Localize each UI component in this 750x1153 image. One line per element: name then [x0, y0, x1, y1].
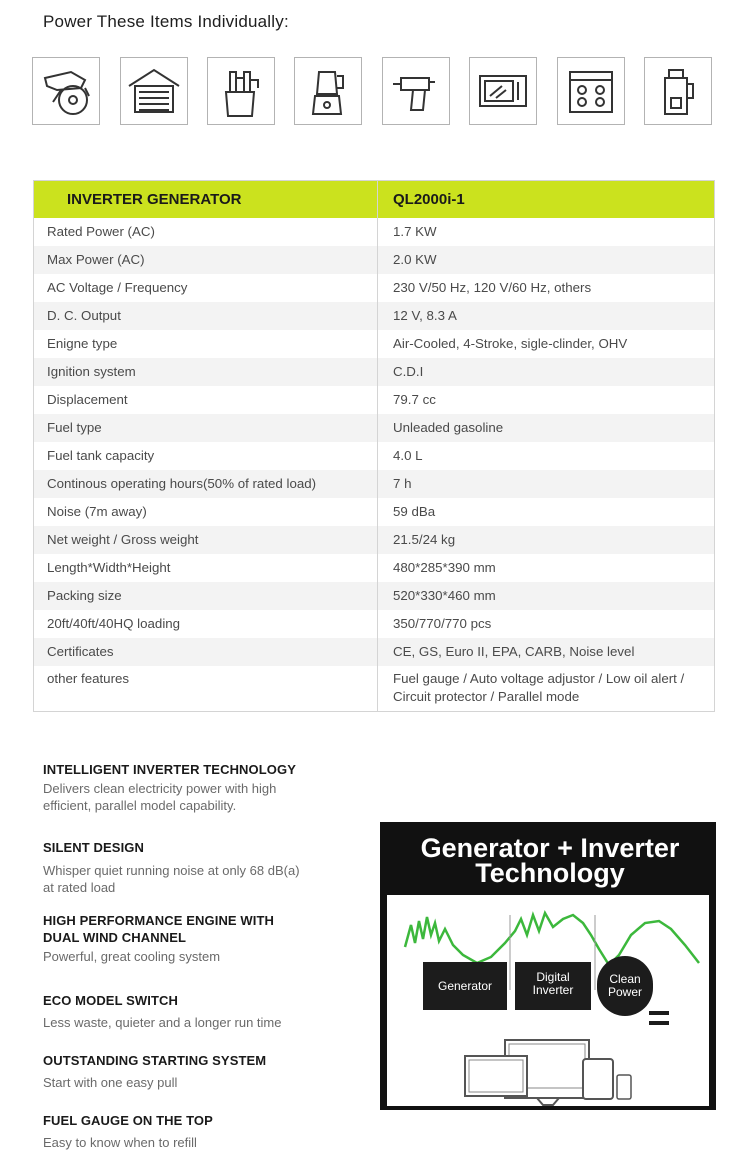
table-row: [34, 470, 715, 498]
feature-description: Whisper quiet running noise at only 68 dB(a) at rated load: [43, 863, 300, 895]
table-row: [34, 582, 715, 610]
spec-value: 79.7 cc: [378, 386, 715, 414]
spec-label: Fuel type: [34, 414, 378, 442]
generator-block: Generator: [423, 962, 507, 1010]
table-row: [34, 218, 715, 246]
spec-value: 350/770/770 pcs: [378, 610, 715, 638]
inverter-block: Digital Inverter: [515, 962, 591, 1010]
table-row: [34, 414, 715, 442]
table-row: [34, 526, 715, 554]
feature-description: Powerful, great cooling system: [43, 949, 221, 964]
spec-label: Max Power (AC): [34, 246, 378, 274]
feature-title: ECO MODEL SWITCH: [43, 993, 178, 1008]
table-row: [34, 610, 715, 638]
spec-value: 21.5/24 kg: [378, 526, 715, 554]
spec-value: 2.0 KW: [378, 246, 715, 274]
banner-title: Generator + Inverter Technology: [420, 833, 680, 888]
spec-header-model: QL2000i-1: [393, 190, 465, 208]
feature-block: [43, 912, 363, 965]
table-row: [34, 274, 715, 302]
feature-block: [43, 1112, 363, 1151]
plug-icon: Clean Power: [597, 956, 653, 1016]
spec-label: Rated Power (AC): [34, 218, 378, 246]
spec-label: Continous operating hours(50% of rated load): [34, 470, 378, 498]
feature-title: OUTSTANDING STARTING SYSTEM: [43, 1053, 267, 1068]
feature-block: [43, 1052, 363, 1091]
feature-description: Less waste, quieter and a longer run time: [43, 1015, 282, 1030]
feature-description: Start with one easy pull: [43, 1075, 178, 1090]
coffee-maker-icon: [644, 57, 712, 125]
table-row: [34, 554, 715, 582]
feature-title: HIGH PERFORMANCE ENGINE WITH DUAL WIND CHANNEL: [43, 913, 275, 945]
banner-diagram: [387, 895, 709, 1106]
spec-label: 20ft/40ft/40HQ loading: [34, 610, 378, 638]
spec-value: Unleaded gasoline: [378, 414, 715, 442]
spec-value-line: Circuit protector / Parallel mode: [393, 689, 580, 705]
spec-value: 4.0 L: [378, 442, 715, 470]
spec-value: 12 V, 8.3 A: [378, 302, 715, 330]
spec-table-header: [34, 181, 715, 218]
feature-block: [43, 761, 363, 814]
spec-header-label: INVERTER GENERATOR: [34, 181, 378, 218]
table-row: [34, 638, 715, 666]
feature-block: [43, 992, 363, 1031]
spec-value: 59 dBa: [378, 498, 715, 526]
spec-label: Ignition system: [34, 358, 378, 386]
table-row: [34, 330, 715, 358]
spec-value: 7 h: [378, 470, 715, 498]
spec-label: AC Voltage / Frequency: [34, 274, 378, 302]
feature-title: FUEL GAUGE ON THE TOP: [43, 1113, 213, 1128]
spec-label: Noise (7m away): [34, 498, 378, 526]
feature-title: SILENT DESIGN: [43, 840, 144, 855]
table-row: [34, 358, 715, 386]
technology-banner: [380, 822, 716, 1110]
appliance-icon-row: [32, 57, 716, 127]
spec-value: 1.7 KW: [378, 218, 715, 246]
saw-icon: [32, 57, 100, 125]
spec-label: Length*Width*Height: [34, 554, 378, 582]
drill-icon: [382, 57, 450, 125]
spec-value: 230 V/50 Hz, 120 V/60 Hz, others: [378, 274, 715, 302]
drink-machine-icon: [207, 57, 275, 125]
stove-icon: [557, 57, 625, 125]
spec-label: Certificates: [34, 638, 378, 666]
garage-icon: [120, 57, 188, 125]
spec-table: [33, 180, 715, 712]
spec-value: Air-Cooled, 4-Stroke, sigle-clinder, OHV: [378, 330, 715, 358]
spec-label: Displacement: [34, 386, 378, 414]
spec-value: 520*330*460 mm: [378, 582, 715, 610]
table-row: [34, 666, 715, 712]
spec-label: D. C. Output: [34, 302, 378, 330]
table-row: [34, 498, 715, 526]
table-row: [34, 246, 715, 274]
spec-value: [378, 666, 715, 712]
table-row: [34, 386, 715, 414]
table-row: [34, 302, 715, 330]
feature-description: Delivers clean electricity power with high efficient, parallel model capability.: [43, 781, 277, 813]
spec-label: other features: [34, 666, 378, 712]
feature-description: Easy to know when to refill: [43, 1135, 197, 1150]
spec-label: Enigne type: [34, 330, 378, 358]
spec-label: Net weight / Gross weight: [34, 526, 378, 554]
spec-value: 480*285*390 mm: [378, 554, 715, 582]
spec-value: C.D.I: [378, 358, 715, 386]
feature-block: [43, 839, 363, 896]
feature-title: INTELLIGENT INVERTER TECHNOLOGY: [43, 762, 296, 777]
items-section-title: Power These Items Individually:: [43, 12, 289, 31]
spec-label: Packing size: [34, 582, 378, 610]
microwave-icon: [469, 57, 537, 125]
spec-label: Fuel tank capacity: [34, 442, 378, 470]
spec-value: CE, GS, Euro II, EPA, CARB, Noise level: [378, 638, 715, 666]
spec-value-line: Fuel gauge / Auto voltage adjustor / Low oil alert /: [393, 671, 685, 687]
table-row: [34, 442, 715, 470]
blender-icon: [294, 57, 362, 125]
